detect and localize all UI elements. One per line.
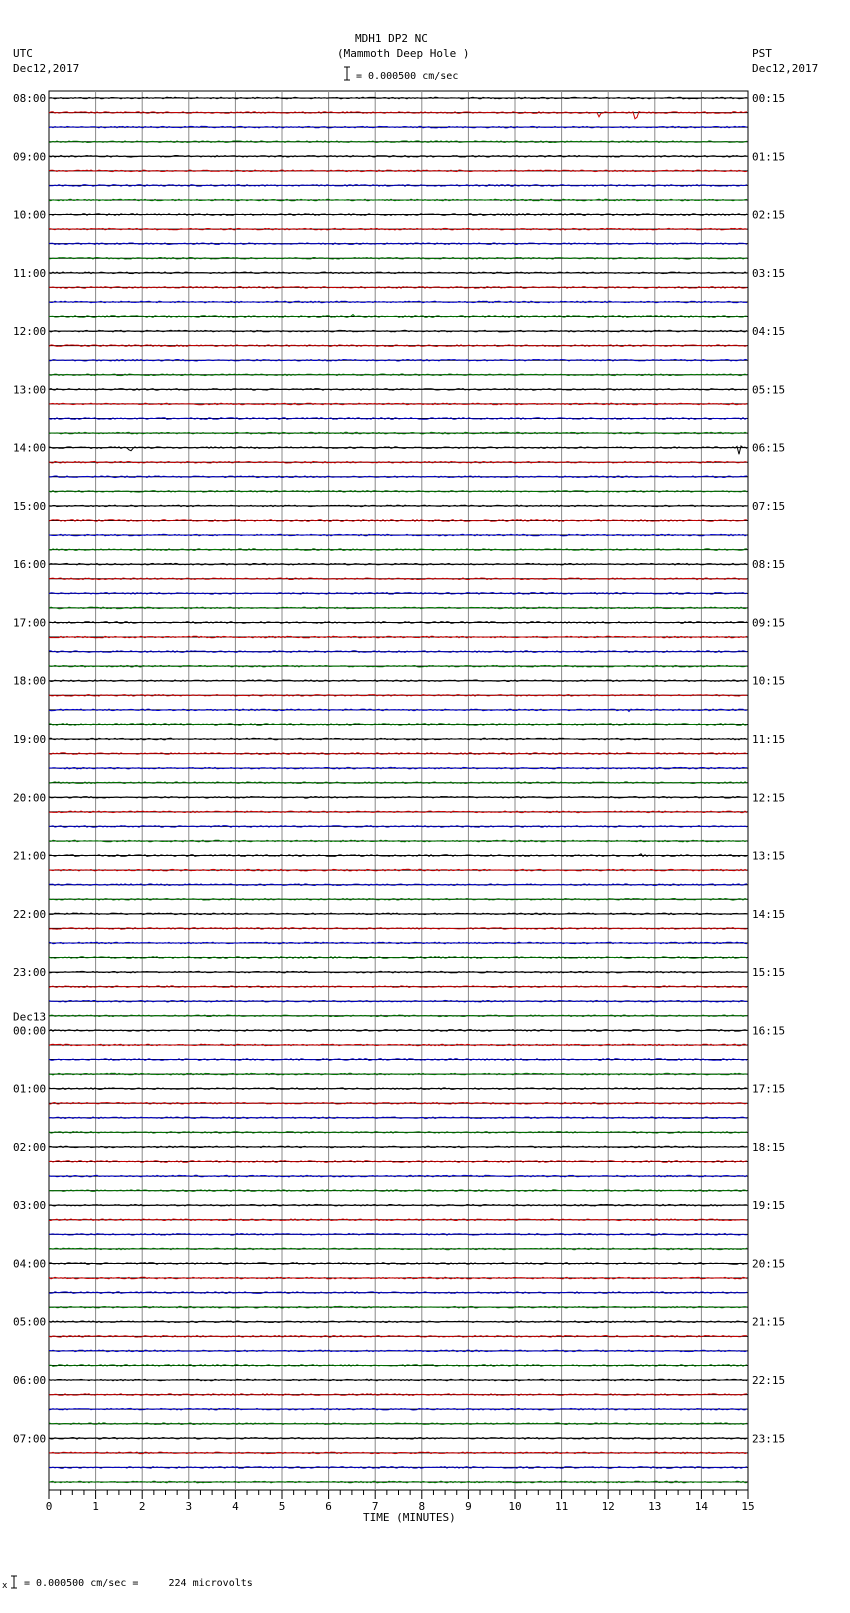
left-hour-label: 10:00	[13, 208, 47, 222]
right-hour-label: 21:15	[752, 1315, 786, 1329]
seismic-trace	[49, 534, 747, 536]
left-hour-label: 11:00	[13, 266, 47, 280]
seismic-trace	[49, 126, 747, 128]
seismic-trace	[49, 418, 747, 420]
left-hour-label: 23:00	[13, 966, 47, 980]
seismic-trace	[49, 214, 747, 216]
seismic-trace	[49, 1292, 747, 1294]
left-hour-label: 05:00	[13, 1315, 47, 1329]
left-hour-label: 13:00	[13, 383, 47, 397]
seismic-trace	[49, 1146, 747, 1148]
x-tick-label: 5	[278, 1500, 286, 1513]
seismic-trace	[49, 884, 747, 886]
seismic-trace	[49, 1044, 747, 1046]
seismic-trace	[49, 782, 747, 784]
x-tick-label: 15	[741, 1500, 755, 1513]
seismic-trace	[49, 1438, 747, 1440]
seismic-trace	[49, 461, 747, 463]
seismic-trace	[49, 797, 747, 799]
left-hour-label: 21:00	[13, 849, 47, 863]
seismic-trace	[49, 1336, 747, 1338]
right-hour-label: 07:15	[752, 499, 786, 513]
right-date: Dec12,2017	[752, 62, 819, 75]
footer-marker: x	[2, 1581, 8, 1591]
seismic-trace	[49, 971, 747, 973]
seismic-trace	[49, 258, 747, 260]
right-hour-label: 20:15	[752, 1257, 786, 1271]
left-hour-label: 04:00	[13, 1257, 47, 1271]
seismic-trace	[49, 141, 747, 143]
x-tick-label: 14	[694, 1500, 709, 1513]
seismic-trace	[49, 1015, 747, 1017]
x-tick-label: 13	[648, 1500, 662, 1513]
right-hour-label: 14:15	[752, 907, 786, 921]
left-hour-label: 00:00	[13, 1024, 47, 1038]
seismic-trace	[49, 607, 747, 609]
seismic-trace	[49, 287, 747, 289]
x-tick-label: 11	[554, 1500, 569, 1513]
left-hour-label: 18:00	[13, 674, 47, 688]
right-hour-label: 11:15	[752, 733, 786, 747]
seismic-trace	[49, 680, 747, 682]
seismic-trace	[49, 345, 747, 347]
right-hour-label: 16:15	[752, 1024, 786, 1038]
seismic-trace	[49, 622, 747, 624]
left-hour-label: 17:00	[13, 616, 47, 630]
right-hour-label: 03:15	[752, 266, 786, 280]
seismic-trace	[49, 185, 747, 187]
left-hour-label: 01:00	[13, 1082, 47, 1096]
seismic-trace	[49, 301, 747, 303]
seismic-trace	[49, 1204, 747, 1206]
x-tick-label: 10	[508, 1500, 522, 1513]
right-hour-label: 04:15	[752, 325, 786, 339]
left-hour-label: 02:00	[13, 1140, 47, 1154]
right-hour-label: 02:15	[752, 208, 786, 222]
left-hour-label: 03:00	[13, 1199, 47, 1213]
seismic-trace	[49, 753, 747, 755]
left-hour-label: 12:00	[13, 325, 47, 339]
right-hour-label: 05:15	[752, 383, 786, 397]
left-date-label: Dec13	[13, 1010, 47, 1024]
seismic-trace	[49, 636, 747, 638]
right-hour-label: 08:15	[752, 558, 786, 572]
left-hour-label: 16:00	[13, 558, 47, 572]
right-hour-label: 15:15	[752, 966, 786, 980]
seismic-trace	[49, 1073, 747, 1075]
right-hour-label: 09:15	[752, 616, 786, 630]
left-hour-label: 07:00	[13, 1432, 47, 1446]
seismic-trace	[49, 330, 747, 332]
seismic-trace	[49, 228, 747, 230]
left-hour-label: 14:00	[13, 441, 47, 455]
seismic-trace	[49, 1452, 747, 1454]
seismic-trace	[49, 1219, 747, 1221]
right-hour-label: 06:15	[752, 441, 786, 455]
left-timezone: UTC	[13, 47, 33, 60]
right-hour-label: 12:15	[752, 791, 786, 805]
right-hour-label: 00:15	[752, 92, 786, 105]
seismic-trace	[49, 243, 747, 245]
seismic-trace	[49, 1161, 747, 1163]
left-hour-label: 06:00	[13, 1374, 47, 1388]
station-title: MDH1 DP2 NC	[355, 32, 428, 45]
scale-bar-label: = 0.000500 cm/sec	[356, 71, 459, 82]
x-tick-label: 8	[418, 1500, 426, 1513]
seismic-trace	[49, 1379, 747, 1381]
seismic-trace	[49, 1277, 747, 1279]
seismic-trace	[49, 1365, 747, 1367]
x-tick-label: 2	[138, 1500, 146, 1513]
x-axis-label: TIME (MINUTES)	[363, 1511, 456, 1524]
seismic-trace	[49, 403, 747, 405]
seismic-trace	[49, 578, 747, 580]
left-hour-label: 15:00	[13, 499, 47, 513]
left-hour-label: 20:00	[13, 791, 47, 805]
seismic-trace	[49, 1030, 747, 1032]
left-date: Dec12,2017	[13, 62, 80, 75]
seismic-trace	[49, 549, 747, 551]
footer-scale-label: = 0.000500 cm/sec = 224 microvolts	[24, 1578, 253, 1589]
x-tick-label: 7	[371, 1500, 379, 1513]
seismic-trace	[49, 826, 747, 828]
seismic-trace	[49, 840, 747, 842]
right-hour-label: 23:15	[752, 1432, 786, 1446]
seismic-trace	[49, 665, 747, 667]
x-tick-label: 3	[185, 1500, 193, 1513]
seismic-trace	[49, 272, 747, 274]
seismic-trace	[49, 156, 747, 158]
seismic-trace	[49, 1408, 747, 1410]
seismic-trace	[49, 986, 747, 988]
right-hour-label: 17:15	[752, 1082, 786, 1096]
right-timezone: PST	[752, 47, 772, 60]
x-tick-label: 12	[601, 1500, 615, 1513]
right-hour-label: 19:15	[752, 1199, 786, 1213]
left-hour-label: 08:00	[13, 92, 47, 105]
footer-scale-bar-icon	[11, 1576, 17, 1588]
right-hour-label: 13:15	[752, 849, 786, 863]
left-hour-label: 22:00	[13, 907, 47, 921]
right-hour-label: 10:15	[752, 674, 786, 688]
right-hour-label: 01:15	[752, 150, 786, 164]
x-tick-label: 0	[45, 1500, 53, 1513]
seismic-trace	[49, 1263, 747, 1265]
plot-frame	[49, 91, 748, 1490]
site-title: (Mammoth Deep Hole )	[337, 47, 470, 60]
seismic-trace	[49, 476, 747, 478]
x-tick-label: 9	[465, 1500, 472, 1513]
x-tick-label: 1	[92, 1500, 99, 1513]
seismic-trace	[49, 170, 747, 172]
right-hour-label: 18:15	[752, 1140, 786, 1154]
x-tick-label: 6	[325, 1500, 332, 1513]
seismic-trace	[49, 1117, 747, 1119]
scale-bar-icon	[344, 67, 350, 80]
seismic-trace	[49, 1175, 747, 1177]
seismic-trace	[49, 199, 747, 201]
seismic-trace	[49, 389, 747, 391]
x-tick-label: 4	[232, 1500, 239, 1513]
seismic-trace	[49, 1350, 747, 1352]
seismic-trace	[49, 1394, 747, 1396]
left-hour-label: 19:00	[13, 733, 47, 747]
right-hour-label: 22:15	[752, 1374, 786, 1388]
seismic-trace	[49, 738, 747, 740]
left-hour-label: 09:00	[13, 150, 47, 164]
seismic-trace	[49, 928, 747, 930]
